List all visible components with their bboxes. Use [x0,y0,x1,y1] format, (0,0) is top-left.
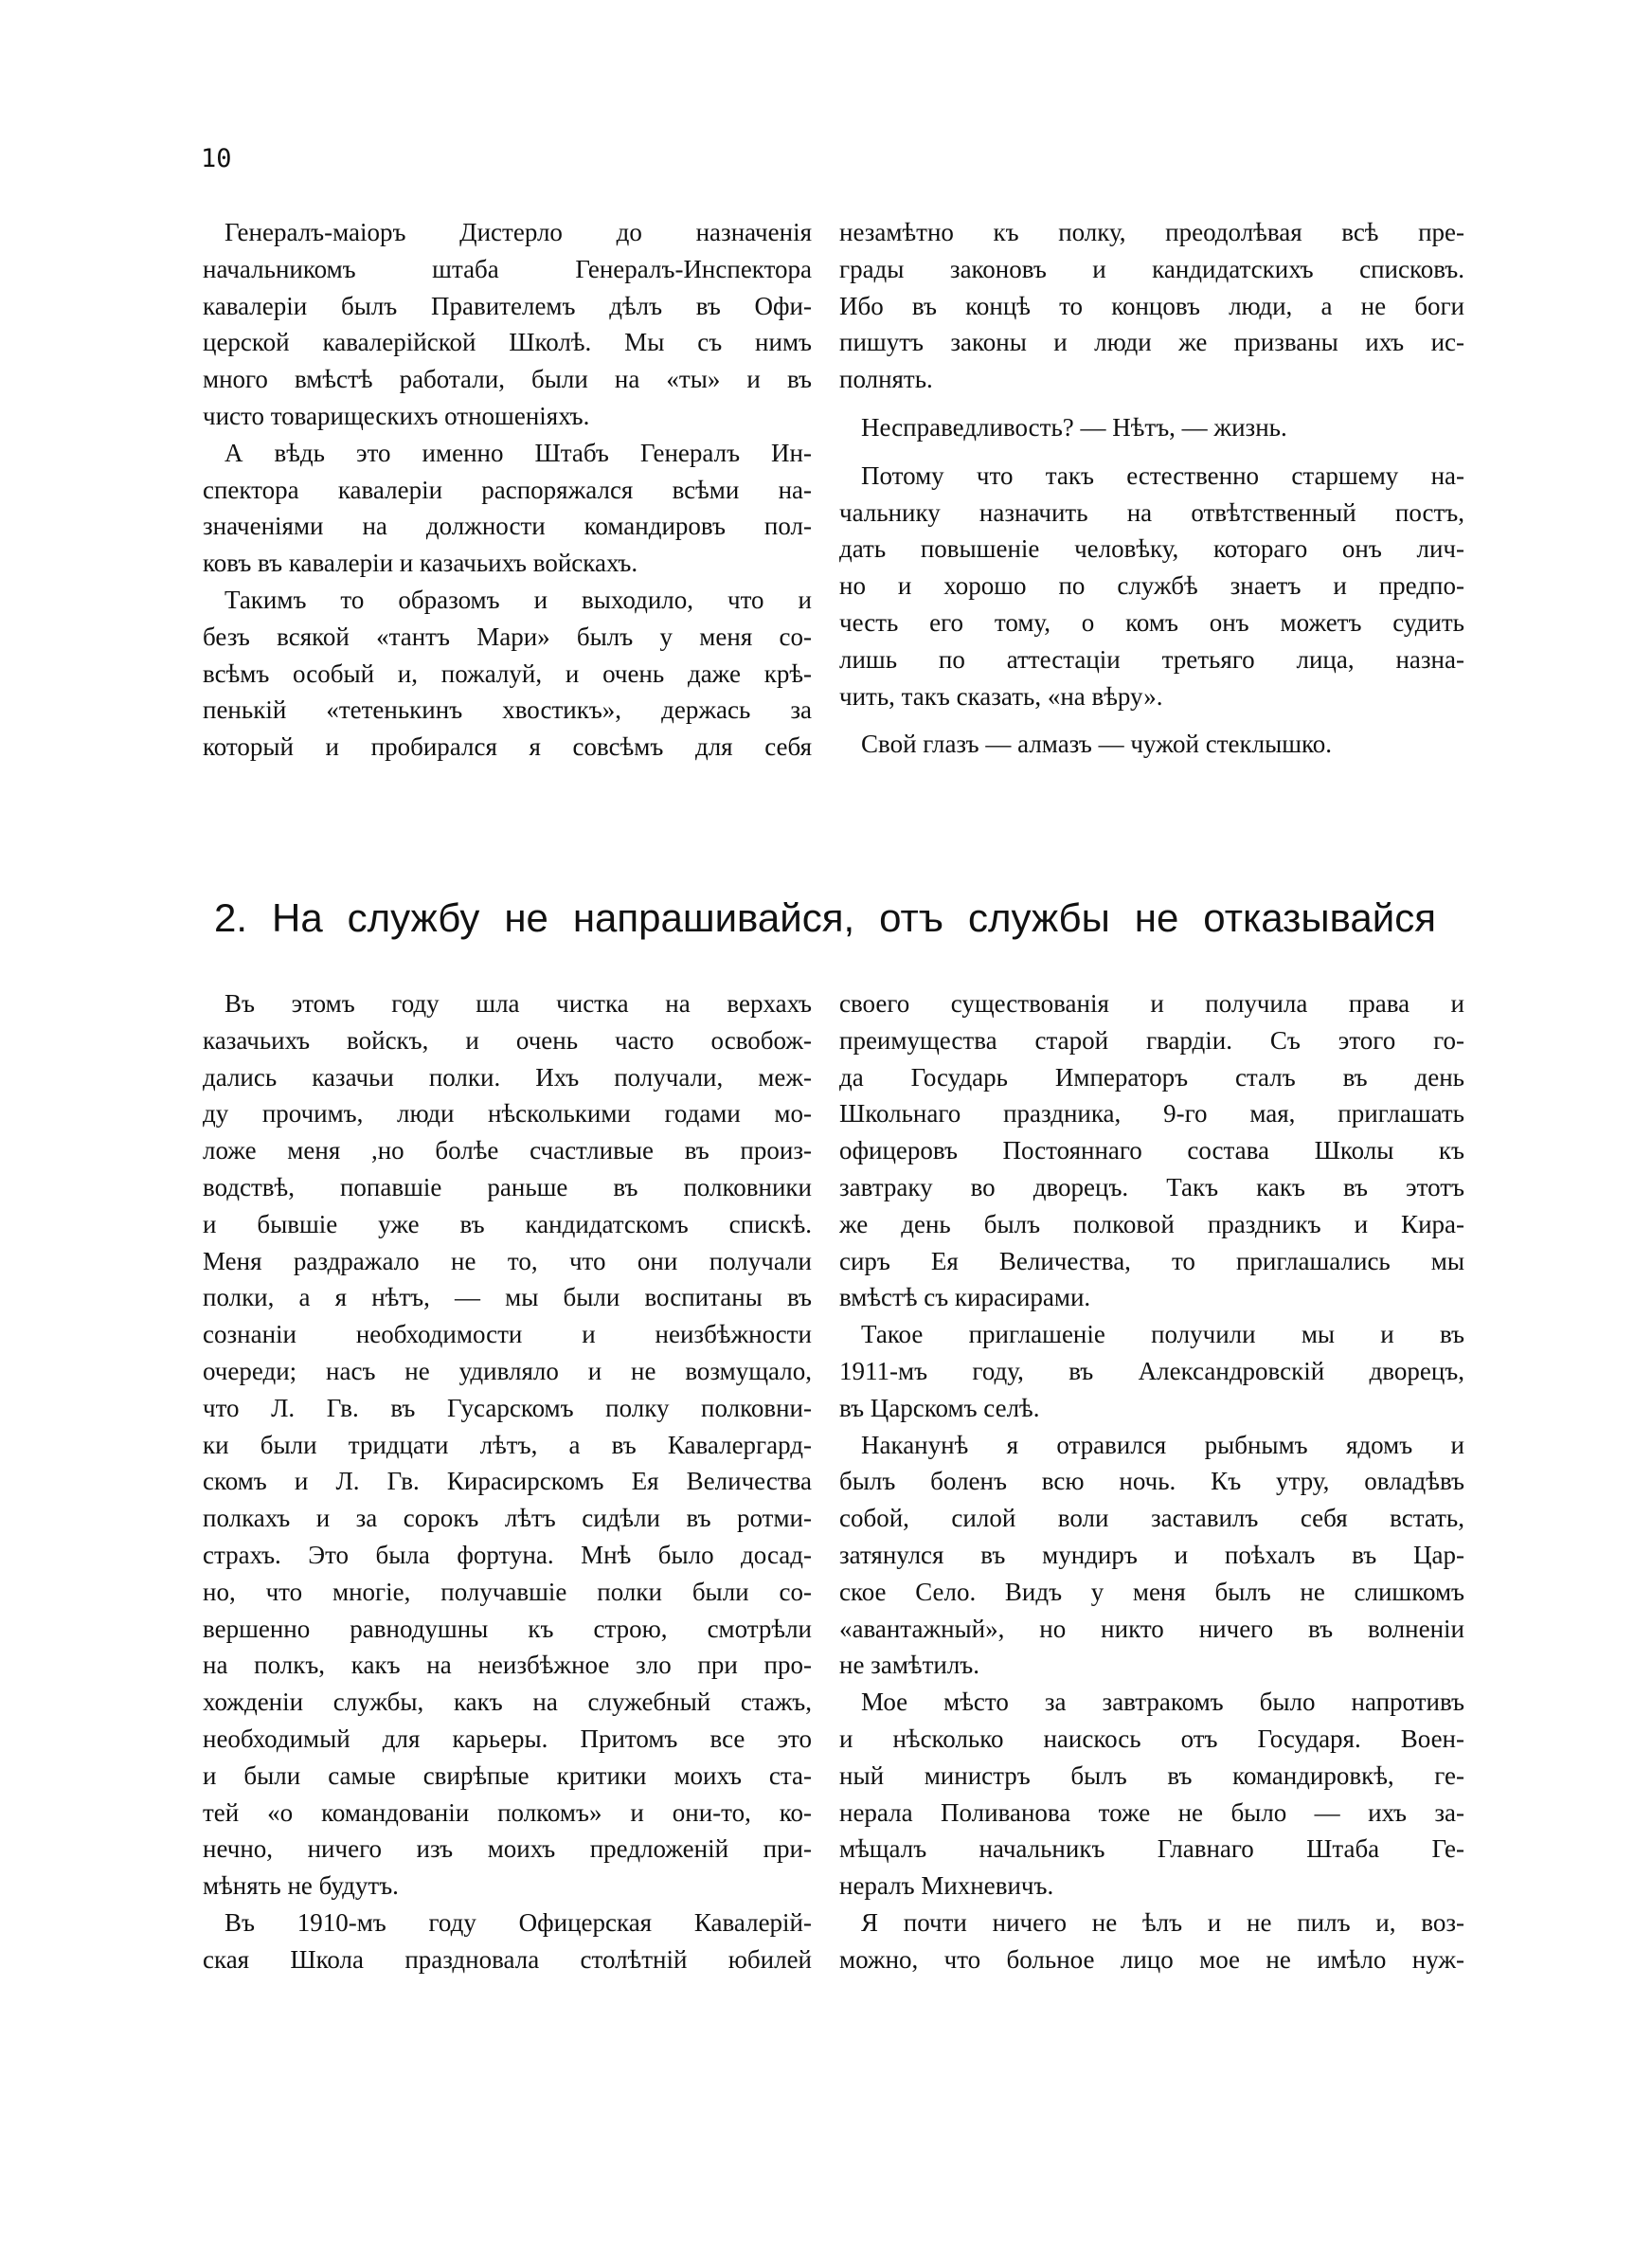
text-line: полки, а я нѣтъ, — мы были воспитаны въ [203,1283,812,1312]
paragraph [203,985,812,1905]
top-left-column [203,214,812,766]
text-line: Въ этомъ году шла чистка на верхахъ [224,989,812,1018]
text-line: и нѣсколько наискось отъ Государя. Воен- [839,1724,1464,1753]
paragraph [839,1905,1464,1978]
text-line: былъ боленъ всю ночь. Къ утру, овладѣвъ [839,1467,1464,1496]
paragraph [839,458,1464,715]
text-line: пишутъ законы и люди же призваны ихъ ис- [839,328,1464,357]
text-line: кавалеріи былъ Правителемъ дѣлъ въ Офи- [203,291,812,320]
text-line: въ Царскомъ селѣ. [839,1393,1040,1422]
text-line: преимущества старой гвардіи. Съ этого го- [839,1025,1464,1055]
text-line: лишь по аттестаціи третьяго лица, назна- [839,644,1464,674]
paragraph [203,582,812,766]
text-line: нералъ Михневичъ. [839,1871,1054,1901]
text-line: полнять. [839,365,933,394]
text-line: церской кавалерійской Школѣ. Мы съ нимъ [203,328,812,357]
text-line: дались казачьи полки. Ихъ получали, меж- [203,1062,812,1092]
paragraph [203,1905,812,1978]
text-line: водствѣ, попавшіе раньше въ полковники [203,1172,812,1201]
text-line: вершенно равнодушны къ строю, смотрѣли [203,1614,812,1643]
paragraph [839,1316,1464,1426]
paragraph [839,985,1464,1316]
text-line: сознаніи необходимости и неизбѣжности [203,1320,812,1349]
text-line: честь его тому, о комъ онъ можетъ судить [839,607,1464,637]
text-line: не замѣтилъ. [839,1651,980,1680]
text-line: Ибо въ концѣ то концовъ люди, а не боги [839,291,1464,320]
text-line: на полкъ, какъ на неизбѣжное зло при про- [203,1651,812,1680]
page-number: 10 [201,144,232,173]
text-line: 1911-мъ году, въ Александровскій дворецъ, [839,1356,1464,1385]
paragraph [839,409,1464,446]
text-line: дать повышеніе человѣку, котораго онъ лич- [839,534,1464,564]
text-line: нерала Поливанова тоже не было — ихъ за- [839,1797,1464,1827]
text-line: Наканунѣ я отравился рыбнымъ ядомъ и [861,1430,1464,1459]
text-line: пенькій «тетенькинъ хвостикъ», держась за [203,695,812,725]
text-line: ское Село. Видъ у меня былъ не слишкомъ [839,1577,1464,1606]
text-line: Такимъ то образомъ и выходило, что и [224,585,812,614]
text-line: Несправедливость? — Нѣтъ, — жизнь. [861,412,1287,442]
text-line: полкахъ и за сорокъ лѣтъ сидѣли въ ротми- [203,1504,812,1533]
paragraph [839,1427,1464,1685]
text-line: и бывшіе уже въ кандидатскомъ спискѣ. [203,1209,812,1238]
bottom-right-column [839,985,1464,1978]
text-line: всѣмъ особый и, пожалуй, и очень даже крѣ- [203,659,812,688]
text-line: «авантажный», но никто ничего въ волненіи [839,1614,1464,1643]
text-line: чисто товарищескихъ отношеніяхъ. [203,401,590,430]
text-line: Въ 1910-мъ году Офицерская Кавалерій- [224,1907,812,1937]
text-line: нечно, ничего изъ моихъ предложеній при- [203,1834,812,1864]
text-line: незамѣтно къ полку, преодолѣвая всѣ пре- [839,218,1464,246]
text-line: своего существованія и получила права и [839,989,1464,1018]
paragraph [839,1684,1464,1905]
text-line: мѣнять не будутъ. [203,1871,399,1901]
text-line: грады законовъ и кандидатскихъ списковъ. [839,254,1464,283]
text-line: чить, такъ сказать, «на вѣру». [839,681,1163,711]
text-line: ковъ въ кавалеріи и казачьихъ войскахъ. [203,549,638,578]
text-line: но, что многіе, получавшіе полки были со- [203,1577,812,1606]
top-right-column [839,214,1464,763]
text-line: скомъ и Л. Гв. Кирасирскомъ Ея Величества [203,1467,812,1496]
text-line: вмѣстѣ съ кирасирами. [839,1283,1091,1312]
text-line: очереди; насъ не удивляло и не возмущало, [203,1356,812,1385]
text-line: офицеровъ Постояннаго состава Школы къ [839,1136,1464,1165]
text-line: чальнику назначить на отвѣтственный постъ, [839,497,1464,527]
text-line: можно, что больное лицо мое не имѣло нуж- [839,1944,1464,1974]
paragraph [203,214,812,435]
text-line: ный министръ былъ въ командировкѣ, ге- [839,1760,1464,1790]
text-line: казачьихъ войскъ, и очень часто освобож- [203,1025,812,1055]
text-line: что Л. Гв. въ Гусарскомъ полку полковни- [203,1393,812,1422]
text-line: Мое мѣсто за завтракомъ было напротивъ [861,1688,1464,1717]
text-line: и были самые свирѣпые критики моихъ ста- [203,1760,812,1790]
text-line: завтраку во дворецъ. Такъ какъ въ этотъ [839,1172,1464,1201]
text-line: сиръ Ея Величества, то приглашались мы [839,1246,1464,1275]
text-line: безъ всякой «тантъ Мари» былъ у меня со- [203,622,812,651]
text-line: но и хорошо по службѣ знаетъ и предпо- [839,571,1464,601]
text-line: Свой глазъ — алмазъ — чужой стеклышко. [861,730,1333,759]
text-line: затянулся въ мундиръ и поѣхалъ въ Цар- [839,1540,1464,1569]
text-line: который и пробирался я совсѣмъ для себя [203,732,812,762]
text-line: Я почти ничего не ѣлъ и не пилъ и, воз- [861,1907,1464,1937]
paragraph [203,435,812,582]
text-line: необходимый для карьеры. Притомъ все это [203,1724,812,1753]
text-line: начальникомъ штаба Генералъ-Инспектора [203,254,812,283]
paragraph [839,214,1464,398]
text-line: спектора кавалеріи распоряжался всѣми на- [203,475,812,504]
text-line: ду прочимъ, люди нѣсколькими годами мо- [203,1099,812,1128]
text-line: А вѣдь это именно Штабъ Генералъ Ин- [224,438,812,467]
text-line: Такое приглашеніе получили мы и въ [861,1320,1464,1349]
text-line: Меня раздражало не то, что они получали [203,1246,812,1275]
text-line: ложе меня ,но болѣе счастливые въ произ- [203,1136,812,1165]
text-line: мѣщалъ начальникъ Главнаго Штаба Ге- [839,1834,1464,1864]
text-line: хожденіи службы, какъ на служебный стажъ, [203,1688,812,1717]
text-line: Потому что такъ естественно старшему на- [861,460,1464,490]
text-line: же день былъ полковой праздникъ и Кира- [839,1209,1464,1238]
text-line: ки были тридцати лѣтъ, а въ Кавалергард- [203,1430,812,1459]
text-line: да Государь Императоръ сталъ въ день [839,1062,1464,1092]
text-line: значеніями на должности командировъ пол- [203,512,812,541]
bottom-left-column [203,985,812,1978]
text-line: страхъ. Это была фортуна. Мнѣ было досад- [203,1540,812,1569]
text-line: тей «о командованіи полкомъ» и они-то, ко- [203,1797,812,1827]
section-heading: 2. На службу не напрашивайся, отъ службы не отказывайся [214,895,1436,940]
text-line: Школьнаго праздника, 9-го мая, приглашать [839,1099,1464,1128]
text-line: Генералъ-маіоръ Дистерло до назначенія [224,218,812,246]
paragraph [839,726,1464,763]
text-line: ская Школа праздновала столѣтній юбилей [203,1944,812,1974]
text-line: много вмѣстѣ работали, были на «ты» и въ [203,365,812,394]
text-line: собой, силой воли заставилъ себя встать, [839,1504,1464,1533]
